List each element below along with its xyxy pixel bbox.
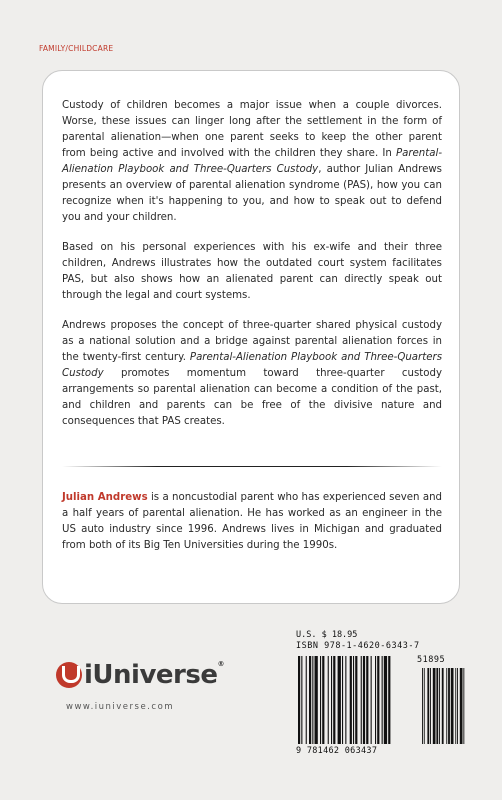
- publisher-logo: [56, 660, 224, 690]
- price-code-label: 51895: [417, 655, 446, 665]
- author-name: Julian Andrews: [62, 492, 148, 503]
- description-paragraph-1: [62, 98, 442, 226]
- publisher-url: www.iuniverse.com: [66, 702, 175, 712]
- description-paragraph-3: [62, 318, 442, 430]
- category-label: FAMILY/CHILDCARE: [39, 44, 114, 53]
- book-title-italic: Parental-Alienation Playbook and Three-Quarters Custody: [62, 352, 442, 379]
- isbn-label: ISBN 978-1-4620-6343-7: [296, 641, 420, 651]
- publisher-name: [84, 660, 224, 690]
- barcode-digits: 9 781462 063437: [296, 746, 378, 756]
- book-description: [62, 98, 442, 430]
- barcode-icon: [298, 656, 466, 746]
- divider-line: [62, 466, 442, 467]
- book-title-italic: Parental-Alienation Playbook and Three-Quarters Custody: [62, 148, 442, 175]
- publisher-name-text: iUniverse: [84, 660, 218, 690]
- paragraph-3-text-b: promotes momentum toward three-quarter custody arrangements so parental alienation can become a condition of the past, and children and parents can be free of the divisive nature and consequences that PAS creates.: [62, 368, 442, 427]
- paragraph-3-text-a: Andrews proposes the concept of three-quarter shared physical custody as a national solution and a bridge against parental alienation forces in the twenty-first century.: [62, 320, 442, 363]
- barcode-block: [296, 630, 466, 760]
- paragraph-1-text-a: Custody of children becomes a major issue when a couple divorces. Worse, these issues can linger long after the settlement in the form of parental alienation—when one parent seeks to keep the other parent from being active and involved with the children they share. In: [62, 100, 442, 159]
- trademark-symbol: ®: [217, 660, 224, 668]
- description-paragraph-2: Based on his personal experiences with his ex-wife and their three children, Andrews illustrates how the outdated court system facilitates PAS, but also shows how an alienated parent can directly speak out through the legal and court systems.: [62, 242, 442, 301]
- author-bio: [62, 490, 442, 554]
- iuniverse-logo-icon: [56, 662, 82, 688]
- author-bio-text: is a noncustodial parent who has experienced seven and a half years of parental alienation. He has worked as an engineer in the US auto industry since 1996. Andrews lives in Michigan and graduated from both of its Big Ten Universities during the 1990s.: [62, 492, 442, 551]
- price-label: U.S. $ 18.95: [296, 630, 358, 640]
- paragraph-1-text-b: , author Julian Andrews presents an overview of parental alienation syndrome (PAS), how you can recognize when it's happening to you, and how to speak out to defend you and your children.: [62, 164, 442, 223]
